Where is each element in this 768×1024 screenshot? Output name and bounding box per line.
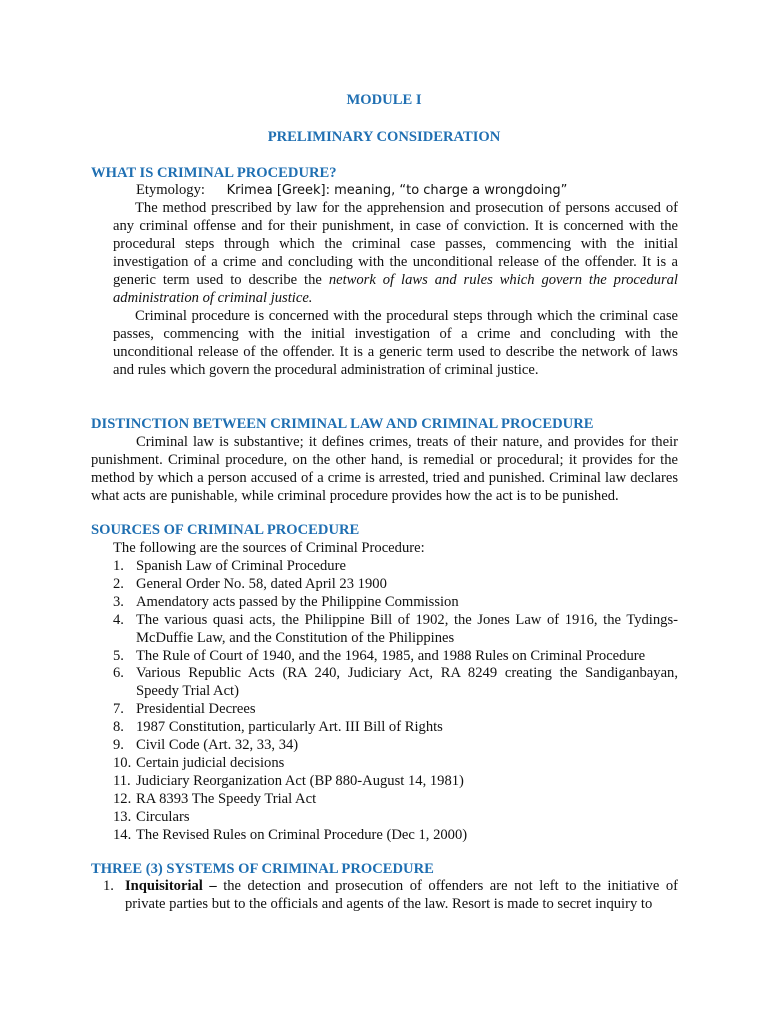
list-item	[113, 576, 678, 594]
system-description: the detection and prosecution of offenders are not left to the initiative of private parties but to the officials and agents of the law. Resort is made to secret inquiry to	[125, 878, 678, 912]
list-number: 1.	[113, 558, 124, 574]
system-name: Inquisitorial –	[125, 878, 217, 894]
list-item-text: The Revised Rules on Criminal Procedure (Dec 1, 2000)	[136, 826, 468, 843]
list-item-text: Certain judicial decisions	[136, 754, 285, 771]
definition-italic-text: network of laws and rules which govern the procedural administration of criminal justice.	[113, 271, 678, 306]
section-heading-sources: SOURCES OF CRIMINAL PROCEDURE	[91, 522, 360, 538]
sources-intro: The following are the sources of Criminal Procedure:	[113, 540, 425, 556]
list-number: 14.	[113, 826, 132, 843]
list-item-text: Various Republic Acts (RA 240, Judiciary Act, RA 8249 creating the Sandiganbayan, Speedy Trial Act)	[136, 665, 678, 700]
module-title: MODULE I	[346, 92, 422, 108]
list-item	[113, 827, 678, 845]
list-number: 10.	[113, 754, 132, 771]
list-item	[113, 719, 678, 737]
list-item	[113, 665, 678, 701]
definition-paragraph	[113, 200, 678, 307]
etymology-label: Etymology:	[136, 182, 205, 198]
concern-paragraph: Criminal procedure is concerned with the procedural steps through which the criminal case passes, commencing with the initial investigation of a crime and concluding with the unconditional release of the offender. It is a generic term used to describe the network of laws and rules which govern the procedural administration of criminal justice.	[113, 308, 678, 378]
list-number: 11.	[113, 772, 131, 789]
distinction-paragraph: Criminal law is substantive; it defines crimes, treats of their nature, and provides for their punishment. Criminal procedure, on the other hand, is remedial or procedural; it provides for the method by which a person accused of a crime is arrested, tried and punished. Criminal law declares what acts are punishable, while criminal procedure provides how the act is to be punished.	[91, 434, 678, 504]
list-number: 5.	[113, 647, 124, 664]
list-item-text: General Order No. 58, dated April 23 1900	[136, 575, 387, 592]
list-number: 4.	[113, 611, 124, 628]
list-item	[113, 612, 678, 648]
sources-list	[113, 558, 678, 845]
list-item	[113, 755, 678, 773]
list-number: 9.	[113, 737, 124, 754]
list-item	[113, 648, 678, 666]
etymology-line	[136, 182, 567, 200]
list-item-text: Circulars	[136, 808, 190, 825]
list-item-text: Civil Code (Art. 32, 33, 34)	[136, 737, 299, 754]
list-item	[113, 737, 678, 755]
list-item	[113, 773, 678, 791]
section-heading-systems: THREE (3) SYSTEMS OF CRIMINAL PROCEDURE	[91, 861, 434, 877]
list-number: 2.	[113, 575, 124, 592]
list-number: 1.	[103, 878, 114, 894]
list-item-text: Judiciary Reorganization Act (BP 880-August 14, 1981)	[136, 772, 464, 789]
definition-text: The method prescribed by law for the apprehension and prosecution of persons accused of any criminal offense and for their punishment, in case of conviction. It is concerned with the procedural steps through which the criminal case passes, commencing with the initial investigation of a crime and concluding with the unconditional release of the offender. It is a generic term used to describe the	[113, 200, 678, 288]
list-item	[113, 791, 678, 809]
list-number: 7.	[113, 701, 124, 718]
list-number: 6.	[113, 665, 124, 682]
systems-list-item	[103, 878, 678, 914]
module-subtitle: PRELIMINARY CONSIDERATION	[267, 129, 501, 145]
list-item-text: 1987 Constitution, particularly Art. III Bill of Rights	[136, 719, 443, 736]
list-item-text: Presidential Decrees	[136, 701, 256, 718]
list-item	[113, 809, 678, 827]
list-item-text: Amendatory acts passed by the Philippine Commission	[136, 593, 459, 610]
section-heading-distinction: DISTINCTION BETWEEN CRIMINAL LAW AND CRIMINAL PROCEDURE	[91, 416, 594, 432]
etymology-value: Krimea [Greek]: meaning, “to charge a wrongdoing”	[226, 183, 568, 198]
list-item	[113, 701, 678, 719]
list-item-text: The Rule of Court of 1940, and the 1964, 1985, and 1988 Rules on Criminal Procedure	[136, 647, 646, 664]
list-number: 13.	[113, 808, 132, 825]
list-item-text: Spanish Law of Criminal Procedure	[136, 558, 346, 574]
list-item-text: The various quasi acts, the Philippine Bill of 1902, the Jones Law of 1916, the Tydings-McDuffie Law, and the Constitution of the Philippines	[136, 611, 678, 646]
list-item-text: RA 8393 The Speedy Trial Act	[136, 790, 317, 807]
list-number: 8.	[113, 719, 124, 736]
list-number: 3.	[113, 593, 124, 610]
list-item	[113, 558, 678, 576]
list-item	[113, 594, 678, 612]
section-heading-what-is: WHAT IS CRIMINAL PROCEDURE?	[91, 165, 337, 181]
list-number: 12.	[113, 790, 132, 807]
